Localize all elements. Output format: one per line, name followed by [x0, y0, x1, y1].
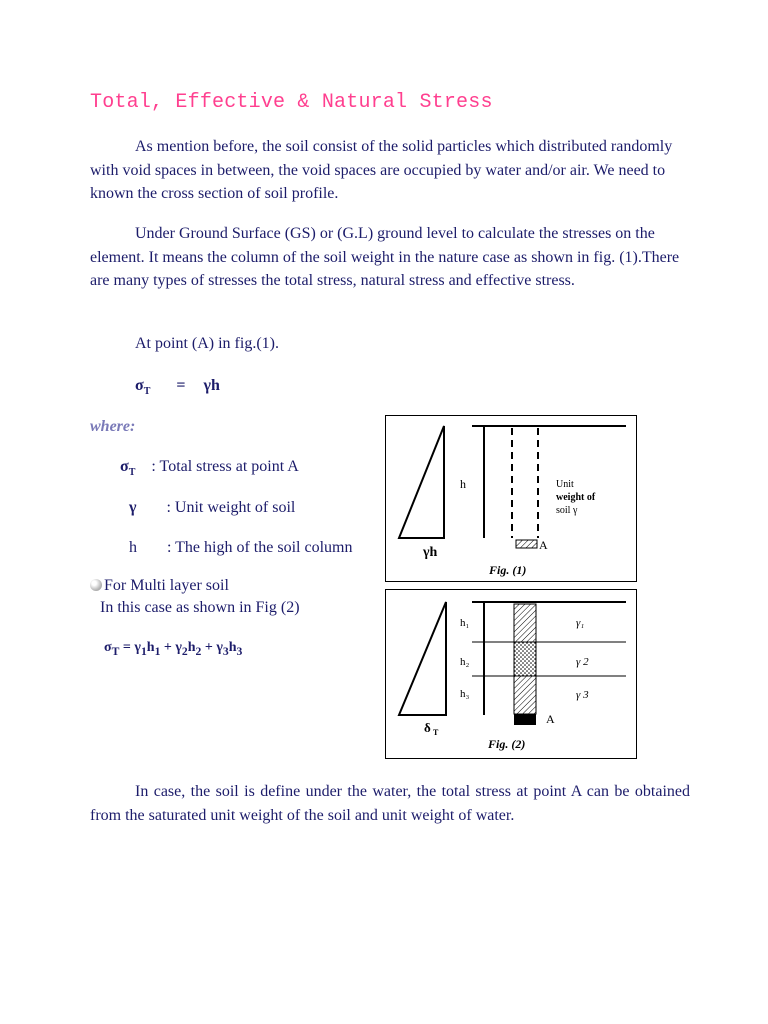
figure-2-drawing [386, 590, 636, 758]
paragraph-ground-surface: Under Ground Surface (GS) or (G.L) ground level to calculate the stresses on the element. It means the column of the soil weight in the nature case as shown in fig. (1).There are many types of stresses the total stress, natural stress and effective stress. [90, 225, 680, 289]
fig1-h-label: h [460, 477, 466, 491]
fig2-g1: γ₁ [576, 617, 585, 629]
fig2-stress-sub: T [433, 728, 439, 737]
figure-1-drawing [386, 416, 636, 581]
layer-2-column [514, 642, 536, 676]
fig1-gamma-h: γh [423, 545, 438, 560]
fig2-g2: γ 2 [576, 656, 589, 668]
definition-text: : Unit weight of soil [166, 499, 296, 516]
fig1-unit-3: soil γ [556, 505, 578, 516]
soil-element [514, 714, 536, 725]
fig2-h2: h₂ [460, 656, 470, 668]
page-title: Total, Effective & Natural Stress [90, 91, 493, 114]
fig1-unit-2: weight of [556, 492, 596, 503]
formula-sigma: σ [135, 377, 144, 394]
bullet-icon [90, 579, 102, 591]
definition-text: : Total stress at point A [151, 458, 299, 475]
fig1-point-a: A [539, 538, 548, 552]
definition-symbol: σ [120, 458, 129, 475]
definition-row [129, 539, 352, 557]
layer-1-column [514, 604, 536, 642]
fig1-unit-1: Unit [556, 479, 574, 490]
layer-3-column [514, 676, 536, 714]
figure-1 [385, 415, 637, 582]
definition-symbol-sub: T [128, 467, 136, 479]
stress-triangle [399, 602, 446, 715]
formula-sigma-sub: T [143, 386, 151, 398]
paragraph-point-a: At point (A) in fig.(1). [135, 335, 279, 352]
where-label: where: [90, 418, 136, 435]
formula-equals: = [176, 377, 186, 394]
definition-text: : The high of the soil column [167, 539, 353, 556]
definition-symbol: h [129, 539, 137, 556]
paragraph-soil-intro: As mention before, the soil consist of the solid particles which distributed randomly with void spaces in between, the void spaces are occupied by water and/or air. We need to known the cross section of soil profile. [90, 138, 673, 202]
fig2-caption: Fig. (2) [488, 737, 526, 751]
definition-row [129, 499, 295, 517]
fig2-stress: δ [424, 720, 431, 735]
multilayer-line: In this case as shown in Fig (2) [100, 599, 300, 616]
figure-2 [385, 589, 637, 759]
stress-triangle [399, 426, 444, 538]
formula-rhs: γh [203, 377, 220, 394]
fig2-h3: h₃ [460, 688, 470, 700]
multilayer-heading [90, 577, 229, 595]
definition-symbol: γ [129, 499, 137, 516]
fig2-g3: γ 3 [576, 689, 589, 701]
multilayer-heading-text: For Multi layer soil [104, 577, 229, 594]
definition-row [120, 458, 299, 478]
fig2-point-a: A [546, 712, 555, 726]
paragraph-under-water: In case, the soil is define under the water, the total stress at point A can be obtained from the saturated unit weight of the soil and unit weight of water. [90, 783, 690, 824]
fig2-h1: h₁ [460, 617, 470, 629]
soil-element [516, 540, 537, 548]
formula-total-stress [135, 377, 220, 397]
fig1-caption: Fig. (1) [489, 563, 527, 577]
formula-multilayer: $\sigma_T = \gamma_1h_1 + \gamma_2h_2 + \gamma_3h_3$ [104, 640, 243, 658]
